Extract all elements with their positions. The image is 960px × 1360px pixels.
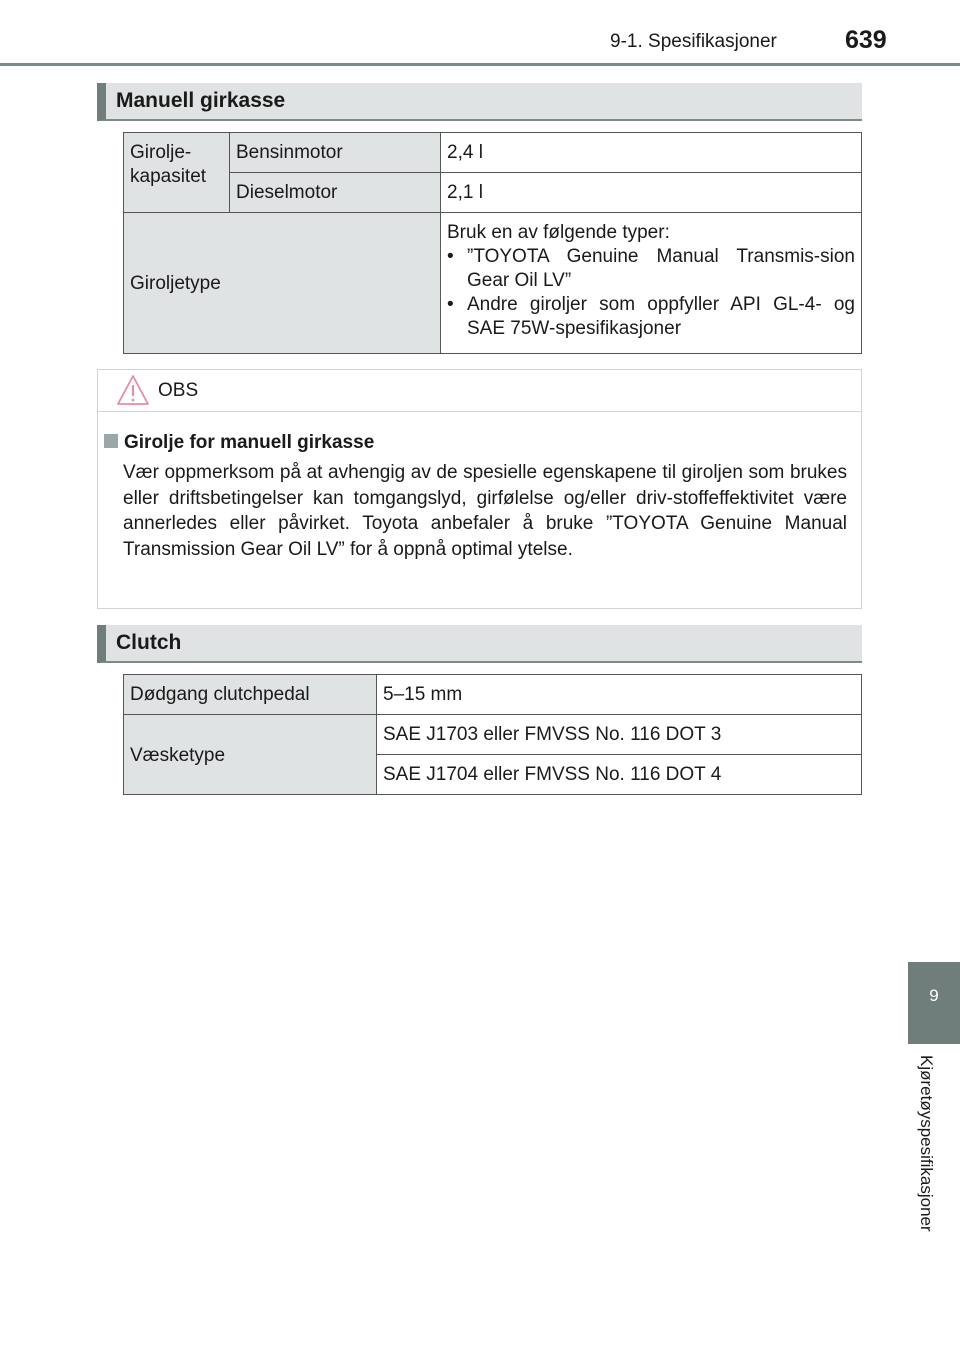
oil-type-label: Giroljetype	[124, 213, 441, 354]
fluid-type-label: Væsketype	[124, 715, 377, 795]
table-row	[124, 715, 862, 755]
chapter-number: 9	[929, 986, 939, 1005]
table-row	[124, 133, 862, 173]
notice-box	[97, 369, 862, 609]
clutch-heading-text: Clutch	[116, 631, 182, 654]
notice-header	[98, 370, 861, 412]
engine-label: Bensinmotor	[230, 133, 441, 173]
chapter-label: Kjøretøyspesifikasjoner	[917, 1055, 936, 1232]
oil-capacity-label: Girolje-kapasitet	[124, 133, 230, 213]
oil-type-cell	[441, 213, 862, 354]
page-number: 639	[845, 26, 887, 54]
clutch-table	[123, 674, 862, 795]
oil-type-option: • ”TOYOTA Genuine Manual Transmis-sion Gear Oil LV”	[447, 245, 855, 293]
notice-subheading: Girolje for manuell girkasse	[104, 432, 374, 454]
table-row	[124, 675, 862, 715]
fluid-type-value: SAE J1703 eller FMVSS No. 116 DOT 3	[377, 715, 862, 755]
notice-title: OBS	[158, 380, 199, 401]
table-row	[124, 173, 862, 213]
oil-type-option: • Andre giroljer som oppfyller API GL-4- og SAE 75W-spesifikasjoner	[447, 293, 855, 341]
square-bullet-icon	[104, 434, 118, 448]
fluid-type-value: SAE J1704 eller FMVSS No. 116 DOT 4	[377, 755, 862, 795]
manual-gearbox-heading	[97, 83, 862, 121]
table-row	[124, 213, 862, 354]
chapter-label-container	[896, 1055, 956, 1275]
section-title: 9-1. Spesifikasjoner	[610, 31, 777, 52]
manual-gearbox-heading-text: Manuell girkasse	[116, 89, 286, 112]
warning-triangle-icon	[116, 374, 150, 406]
capacity-value: 2,4 l	[441, 133, 862, 173]
manual-gearbox-table	[123, 132, 862, 354]
chapter-tab	[908, 962, 960, 1044]
notice-text: Vær oppmerksom på at avhengig av de spesielle egenskapene til giroljen som brukes eller driftsbetingelser kan tomgangslyd, girfølelse og/eller driv-stoffeffektivitet være annerledes eller påvirket. Toyota anbefaler å bruke ”TOYOTA Genuine Manual Transmission Gear Oil LV” for å oppnå optimal ytelse.	[123, 462, 847, 560]
free-play-value: 5–15 mm	[377, 675, 862, 715]
oil-type-intro: Bruk en av følgende typer:	[447, 222, 670, 243]
page-header	[0, 0, 960, 70]
capacity-value: 2,1 l	[441, 173, 862, 213]
header-divider	[0, 63, 960, 66]
free-play-label: Dødgang clutchpedal	[124, 675, 377, 715]
engine-label: Dieselmotor	[230, 173, 441, 213]
clutch-heading	[97, 625, 862, 663]
